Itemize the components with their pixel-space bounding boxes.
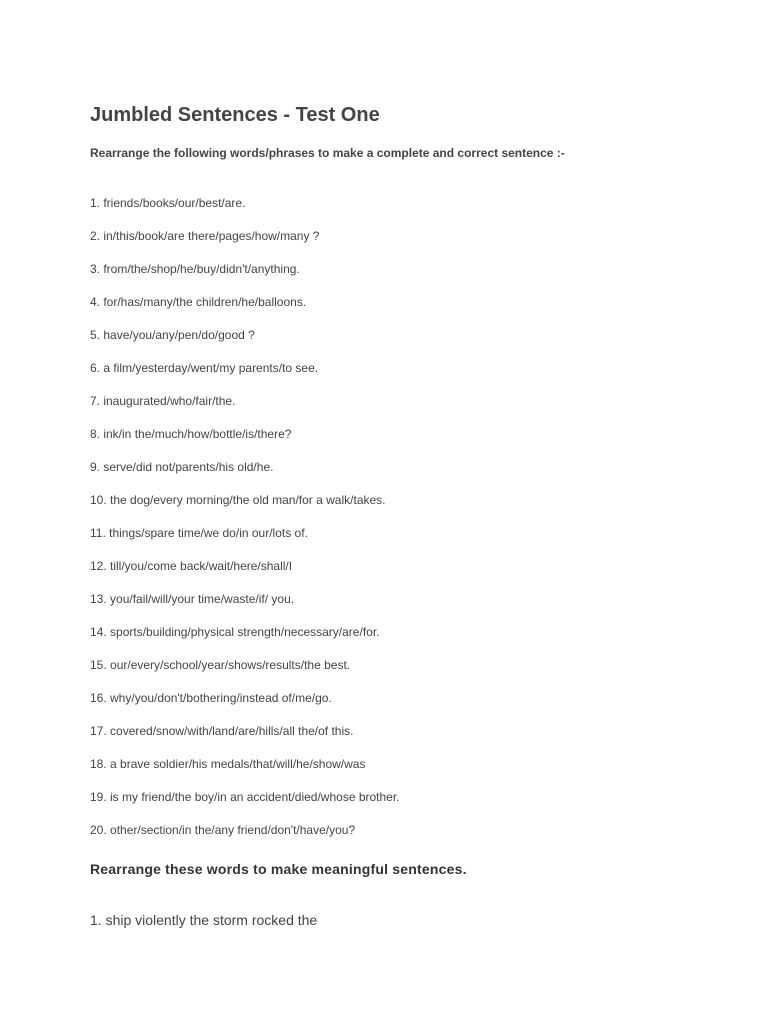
list-item: 18. a brave soldier/his medals/that/will/he/show/was xyxy=(90,757,366,771)
section-sentence: 1. ship violently the storm rocked the xyxy=(90,912,318,928)
list-item: 9. serve/did not/parents/his old/he. xyxy=(90,460,274,474)
jumbled-sentence-list xyxy=(90,195,400,855)
list-item: 20. other/section/in the/any friend/don't/have/you? xyxy=(90,823,356,837)
list-item: 1. friends/books/our/best/are. xyxy=(90,196,246,210)
list-item: 7. inaugurated/who/fair/the. xyxy=(90,394,236,408)
list-item: 5. have/you/any/pen/do/good ? xyxy=(90,328,255,342)
list-item: 2. in/this/book/are there/pages/how/many ? xyxy=(90,229,320,243)
list-item: 6. a film/yesterday/went/my parents/to see. xyxy=(90,361,319,375)
list-item: 11. things/spare time/we do/in our/lots of. xyxy=(90,526,308,540)
list-item: 4. for/has/many/the children/he/balloons. xyxy=(90,295,307,309)
list-item: 8. ink/in the/much/how/bottle/is/there? xyxy=(90,427,292,441)
list-item: 14. sports/building/physical strength/necessary/are/for. xyxy=(90,625,380,639)
page-title: Jumbled Sentences - Test One xyxy=(90,104,380,126)
list-item: 17. covered/snow/with/land/are/hills/all the/of this. xyxy=(90,724,354,738)
list-item: 10. the dog/every morning/the old man/for a walk/takes. xyxy=(90,493,386,507)
list-item: 12. till/you/come back/wait/here/shall/I xyxy=(90,559,293,573)
list-item: 3. from/the/shop/he/buy/didn't/anything. xyxy=(90,262,300,276)
list-item: 16. why/you/don't/bothering/instead of/me/go. xyxy=(90,691,332,705)
list-item: 13. you/fail/will/your time/waste/if/ you. xyxy=(90,592,295,606)
list-item: 15. our/every/school/year/shows/results/the best. xyxy=(90,658,351,672)
list-item: 19. is my friend/the boy/in an accident/died/whose brother. xyxy=(90,790,400,804)
section-heading: Rearrange these words to make meaningful sentences. xyxy=(90,861,467,877)
instruction-text: Rearrange the following words/phrases to make a complete and correct sentence :- xyxy=(90,146,565,160)
